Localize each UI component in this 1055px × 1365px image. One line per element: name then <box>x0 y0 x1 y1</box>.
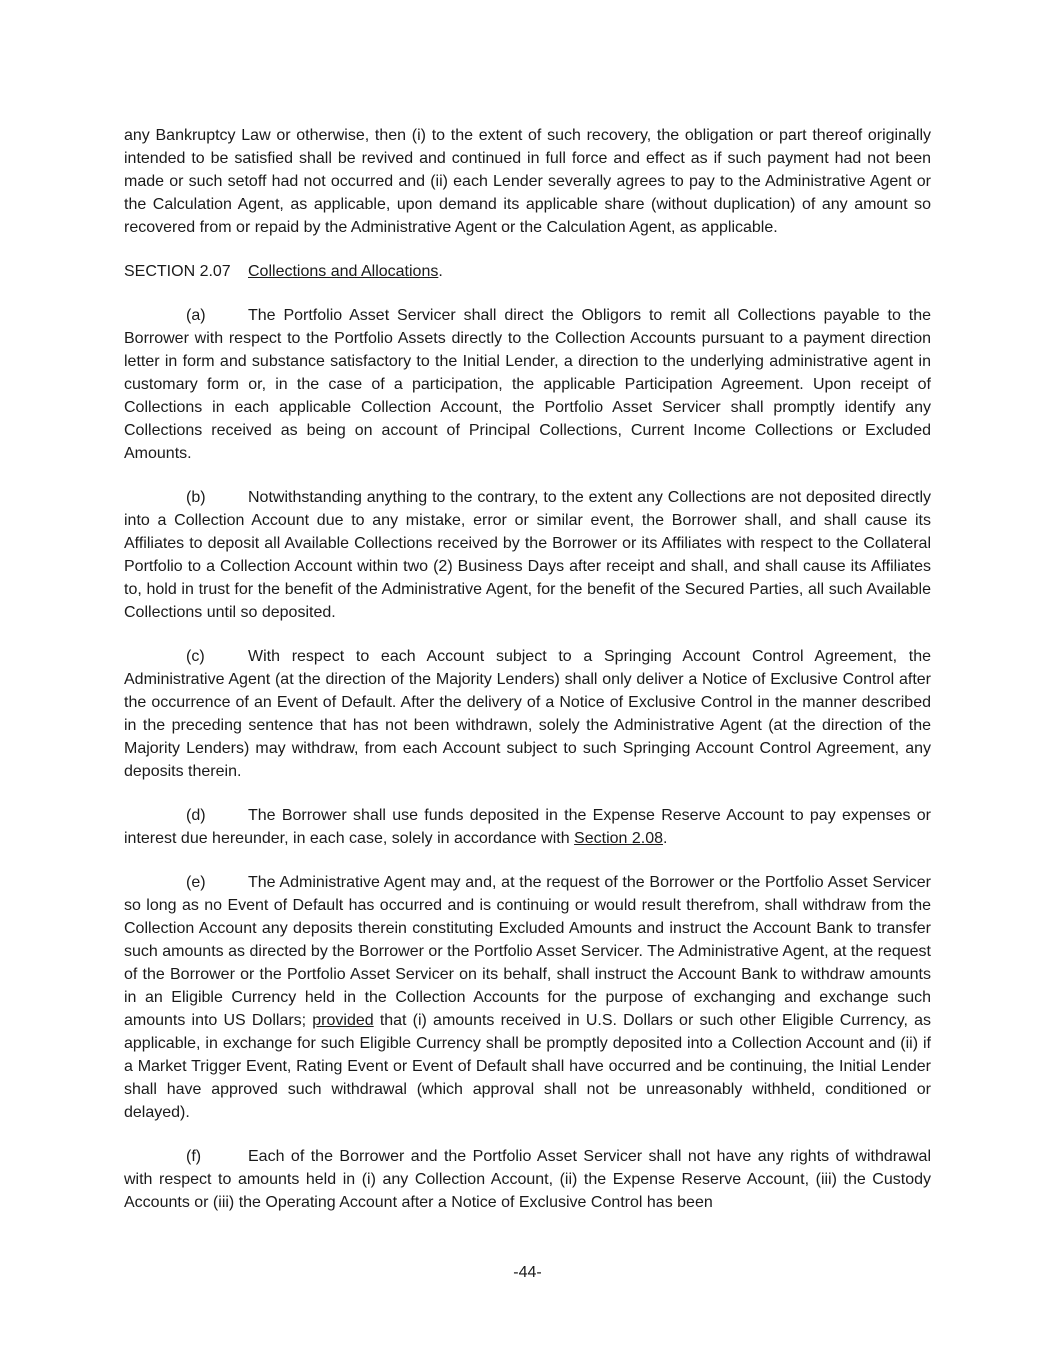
page-number: -44- <box>513 1264 542 1281</box>
paragraph-f: (f) Each of the Borrower and the Portfolio Asset Servicer shall not have any rights of withdrawal with respect to amounts held in (i) any Collection Account, (ii) the Expense Reserve Account, (iii) the Custody Accounts or (iii) the Operating Account after a Notice of Exclusive Control has been <box>124 1145 931 1214</box>
paragraph-e: (e) The Administrative Agent may and, at the request of the Borrower or the Portfolio Asset Servicer so long as no Event of Default has occurred and is continuing or would result therefrom, shall withdraw from the Collection Account any deposits therein constituting Excluded Amounts and instruct the Account Bank to transfer such amounts as directed by the Borrower or the Portfolio Asset Servicer. The Administrative Agent, at the request of the Borrower or the Portfolio Asset Servicer on its behalf, shall instruct the Account Bank to withdraw amounts in an Eligible Currency held in the Collection Accounts for the purpose of exchanging and exchange such amounts into US Dollars; provided that (i) amounts received in U.S. Dollars or such other Eligible Currency, as applicable, in exchange for such Eligible Currency shall be promptly deposited into a Collection Account and (ii) if a Market Trigger Event, Rating Event or Event of Default shall have occurred and be continuing, the Initial Lender shall have approved such withdrawal (which approval shall not be unreasonably withheld, conditioned or delayed). <box>124 871 931 1124</box>
provided-term: provided <box>312 1012 374 1029</box>
section-heading: SECTION 2.07 Collections and Allocations. <box>124 260 931 283</box>
paragraph-label: (c) <box>186 648 205 665</box>
paragraph-b: (b) Notwithstanding anything to the contrary, to the extent any Collections are not deposited directly into a Collection Account due to any mistake, error or similar event, the Borrower shall, and shall cause its Affiliates to deposit all Available Collections received by the Borrower or its Affiliates with respect to the Collateral Portfolio to a Collection Account within two (2) Business Days after receipt and shall, and shall cause its Affiliates to, hold in trust for the benefit of the Administrative Agent, for the benefit of the Secured Parties, all such Available Collections until so deposited. <box>124 486 931 624</box>
intro-paragraph: any Bankruptcy Law or otherwise, then (i) to the extent of such recovery, the obligation or part thereof originally intended to be satisfied shall be revived and continued in full force and effect as if such payment had not been made or such setoff had not occurred and (ii) each Lender severally agrees to pay to the Administrative Agent or the Calculation Agent, as applicable, upon demand its applicable share (without duplication) of any amount so recovered from or repaid by the Administrative Agent or the Calculation Agent, as applicable. <box>124 127 931 236</box>
paragraph-label: (f) <box>186 1148 202 1165</box>
document-page <box>124 124 931 1235</box>
paragraph-c: (c) With respect to each Account subject to a Springing Account Control Agreement, the Administrative Agent (at the direction of the Majority Lenders) shall only deliver a Notice of Exclusive Control after the occurrence of an Event of Default. After the delivery of a Notice of Exclusive Control in the manner described in the preceding sentence that has not been withdrawn, solely the Administrative Agent (at the direction of the Majority Lenders) may withdraw, from each Account subject to such Springing Account Control Agreement, any deposits therein. <box>124 645 931 783</box>
section-reference-link[interactable]: Section 2.08 <box>574 830 663 847</box>
paragraph-label: (d) <box>186 807 206 824</box>
paragraph-label: (b) <box>186 489 206 506</box>
paragraph-d: (d) The Borrower shall use funds deposited in the Expense Reserve Account to pay expenses or interest due hereunder, in each case, solely in accordance with Section 2.08. <box>124 804 931 850</box>
paragraph-a: (a) The Portfolio Asset Servicer shall direct the Obligors to remit all Collections payable to the Borrower with respect to the Portfolio Assets directly to the Collection Accounts pursuant to a payment direction letter in form and substance satisfactory to the Initial Lender, a direction to the underlying administrative agent in customary form or, in the case of a participation, the applicable Participation Agreement. Upon receipt of Collections in each applicable Collection Account, the Portfolio Asset Servicer shall promptly identify any Collections received as being on account of Principal Collections, Current Income Collections or Excluded Amounts. <box>124 304 931 465</box>
section-title: Collections and Allocations <box>248 263 439 280</box>
section-number: SECTION 2.07 <box>124 263 231 280</box>
paragraph-label: (e) <box>186 874 206 891</box>
paragraph-label: (a) <box>186 307 206 324</box>
